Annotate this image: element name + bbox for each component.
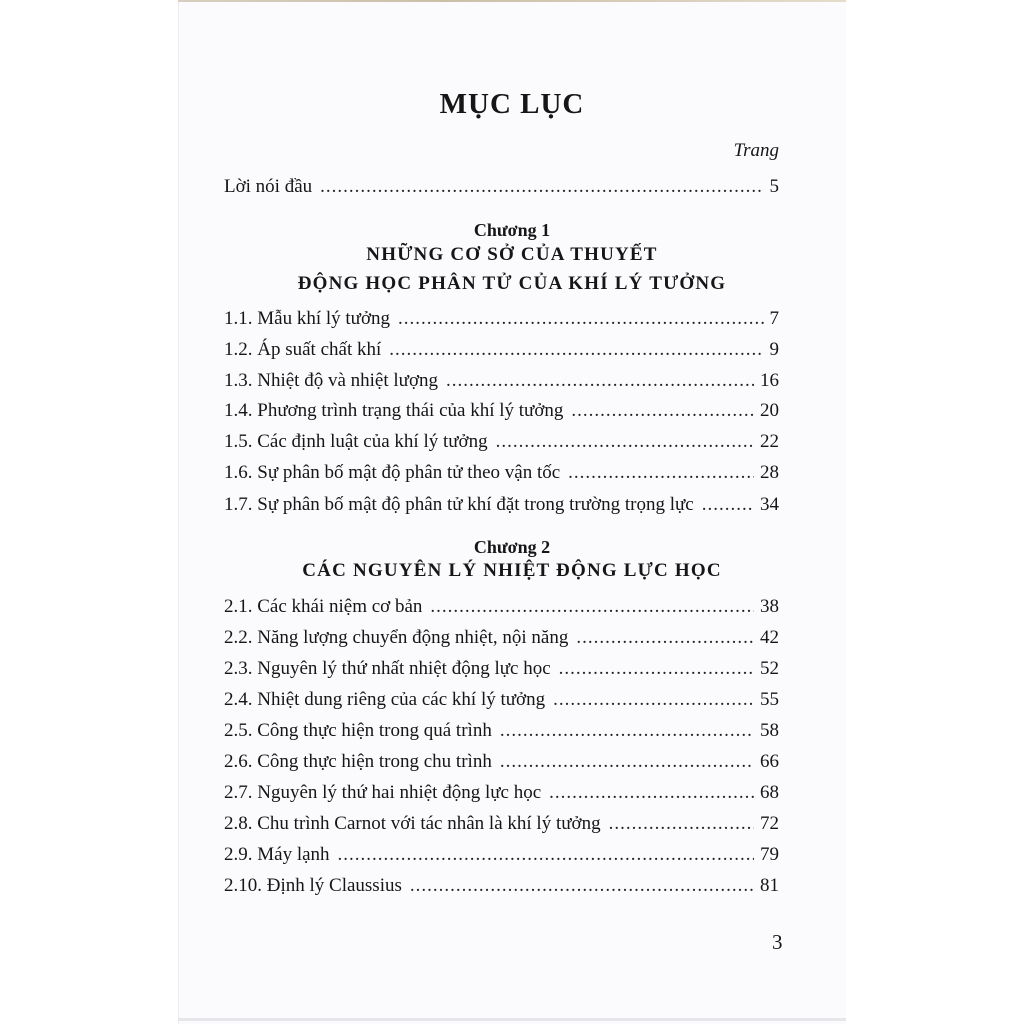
chapter-1-title-line-2: ĐỘNG HỌC PHÂN TỬ CỦA KHÍ LÝ TƯỞNG	[297, 273, 727, 294]
toc-entry-number: 2.8.	[224, 813, 253, 834]
toc-leader-dots	[549, 782, 754, 804]
toc-entry-1-6	[224, 462, 779, 490]
toc-leader-dots	[430, 596, 754, 618]
toc-leader-dots	[571, 400, 754, 422]
toc-entry-label: Nhiệt dung riêng của các khí lý tưởng	[257, 689, 546, 710]
toc-leader-dots	[576, 627, 754, 649]
toc-entry-2-10	[224, 875, 779, 903]
toc-entry-page: 58	[760, 720, 779, 741]
toc-entry-number: 1.6.	[224, 462, 253, 483]
toc-entry-1-7	[224, 494, 779, 522]
toc-entry-page: 7	[769, 308, 779, 329]
toc-entry-page: 66	[760, 751, 779, 772]
toc-leader-dots	[702, 494, 754, 516]
toc-entry-2-8	[224, 813, 779, 841]
toc-entry-1-1	[224, 308, 779, 336]
toc-entry-number: 2.5.	[224, 720, 253, 741]
toc-entry-page: 34	[760, 494, 779, 515]
toc-leader-dots	[496, 431, 754, 453]
toc-entry-page: 79	[760, 844, 779, 865]
toc-entry-label: Các định luật của khí lý tưởng	[257, 431, 488, 452]
toc-title: MỤC LỤC	[439, 88, 585, 120]
page-bottom-edge	[178, 1018, 846, 1021]
toc-entry-number: 2.4.	[224, 689, 253, 710]
toc-entry-intro	[224, 176, 779, 204]
page-column-label: Trang	[733, 140, 779, 161]
toc-entry-1-5	[224, 431, 779, 459]
chapter-2-label: Chương 2	[473, 537, 551, 557]
toc-leader-dots	[568, 462, 754, 484]
toc-entry-page: 81	[760, 875, 779, 896]
toc-leader-dots	[609, 813, 754, 835]
toc-entry-number: 2.3.	[224, 658, 253, 679]
toc-entry-page: 9	[769, 339, 779, 360]
toc-leader-dots	[338, 844, 754, 866]
toc-entry-label: Lời nói đầu	[224, 176, 313, 197]
toc-entry-label: Nhiệt độ và nhiệt lượng	[257, 370, 439, 391]
toc-entry-number: 1.4.	[224, 400, 253, 421]
page-number: 3	[772, 930, 783, 954]
toc-entry-page: 38	[760, 596, 779, 617]
toc-entry-page: 55	[760, 689, 779, 710]
toc-entry-page: 68	[760, 782, 779, 803]
toc-entry-number: 2.6.	[224, 751, 253, 772]
toc-entry-page: 28	[760, 462, 779, 483]
toc-entry-label: Sự phân bố mật độ phân tử theo vận tốc	[257, 462, 561, 483]
toc-entry-label: Công thực hiện trong chu trình	[257, 751, 492, 772]
toc-entry-page: 5	[769, 176, 779, 197]
toc-entry-label: Chu trình Carnot với tác nhân là khí lý tưởng	[257, 813, 601, 834]
toc-entry-label: Công thực hiện trong quá trình	[257, 720, 492, 741]
toc-entry-number: 2.10.	[224, 875, 262, 896]
toc-entry-number: 2.9.	[224, 844, 253, 865]
toc-entry-label: Nguyên lý thứ hai nhiệt động lực học	[257, 782, 542, 803]
toc-leader-dots	[320, 176, 763, 198]
toc-entry-page: 72	[760, 813, 779, 834]
toc-entry-number: 1.3.	[224, 370, 253, 391]
toc-entry-number: 1.1.	[224, 308, 253, 329]
toc-entry-2-5	[224, 720, 779, 748]
toc-entry-page: 52	[760, 658, 779, 679]
toc-entry-2-7	[224, 782, 779, 810]
toc-leader-dots	[500, 751, 754, 773]
toc-leader-dots	[500, 720, 754, 742]
toc-entry-2-9	[224, 844, 779, 872]
chapter-1-label: Chương 1	[473, 220, 551, 240]
toc-entry-2-3	[224, 658, 779, 686]
toc-entry-page: 20	[760, 400, 779, 421]
toc-entry-2-2	[224, 627, 779, 655]
toc-entry-1-2	[224, 339, 779, 367]
toc-entry-label: Năng lượng chuyển động nhiệt, nội năng	[257, 627, 569, 648]
toc-entry-label: Phương trình trạng thái của khí lý tưởng	[257, 400, 564, 421]
toc-entry-number: 1.5.	[224, 431, 253, 452]
toc-leader-dots	[553, 689, 754, 711]
toc-entry-page: 22	[760, 431, 779, 452]
toc-entry-label: Áp suất chất khí	[257, 339, 382, 360]
toc-entry-number: 2.7.	[224, 782, 253, 803]
toc-entry-2-4	[224, 689, 779, 717]
toc-leader-dots	[410, 875, 754, 897]
toc-entry-label: Các khái niệm cơ bản	[257, 596, 423, 617]
toc-entry-number: 2.2.	[224, 627, 253, 648]
toc-entry-1-3	[224, 370, 779, 398]
toc-entry-number: 1.7.	[224, 494, 253, 515]
toc-leader-dots	[389, 339, 763, 361]
toc-entry-number: 2.1.	[224, 596, 253, 617]
toc-entry-label: Máy lạnh	[257, 844, 330, 865]
toc-entry-2-1	[224, 596, 779, 624]
toc-leader-dots	[398, 308, 763, 330]
page-top-edge	[178, 0, 846, 2]
toc-entry-page: 16	[760, 370, 779, 391]
chapter-1-title-line-1: NHỮNG CƠ SỞ CỦA THUYẾT	[366, 244, 658, 265]
toc-leader-dots	[559, 658, 754, 680]
toc-entry-label: Sự phân bố mật độ phân tử khí đặt trong trường trọng lực	[257, 494, 694, 515]
toc-leader-dots	[446, 370, 754, 392]
chapter-2-title-line-1: CÁC NGUYÊN LÝ NHIỆT ĐỘNG LỰC HỌC	[302, 560, 722, 581]
toc-entry-label: Định lý Claussius	[266, 875, 402, 896]
toc-entry-page: 42	[760, 627, 779, 648]
toc-entry-1-4	[224, 400, 779, 428]
toc-entry-label: Nguyên lý thứ nhất nhiệt động lực học	[257, 658, 551, 679]
toc-entry-number: 1.2.	[224, 339, 253, 360]
toc-entry-2-6	[224, 751, 779, 779]
toc-entry-label: Mẫu khí lý tưởng	[257, 308, 391, 329]
